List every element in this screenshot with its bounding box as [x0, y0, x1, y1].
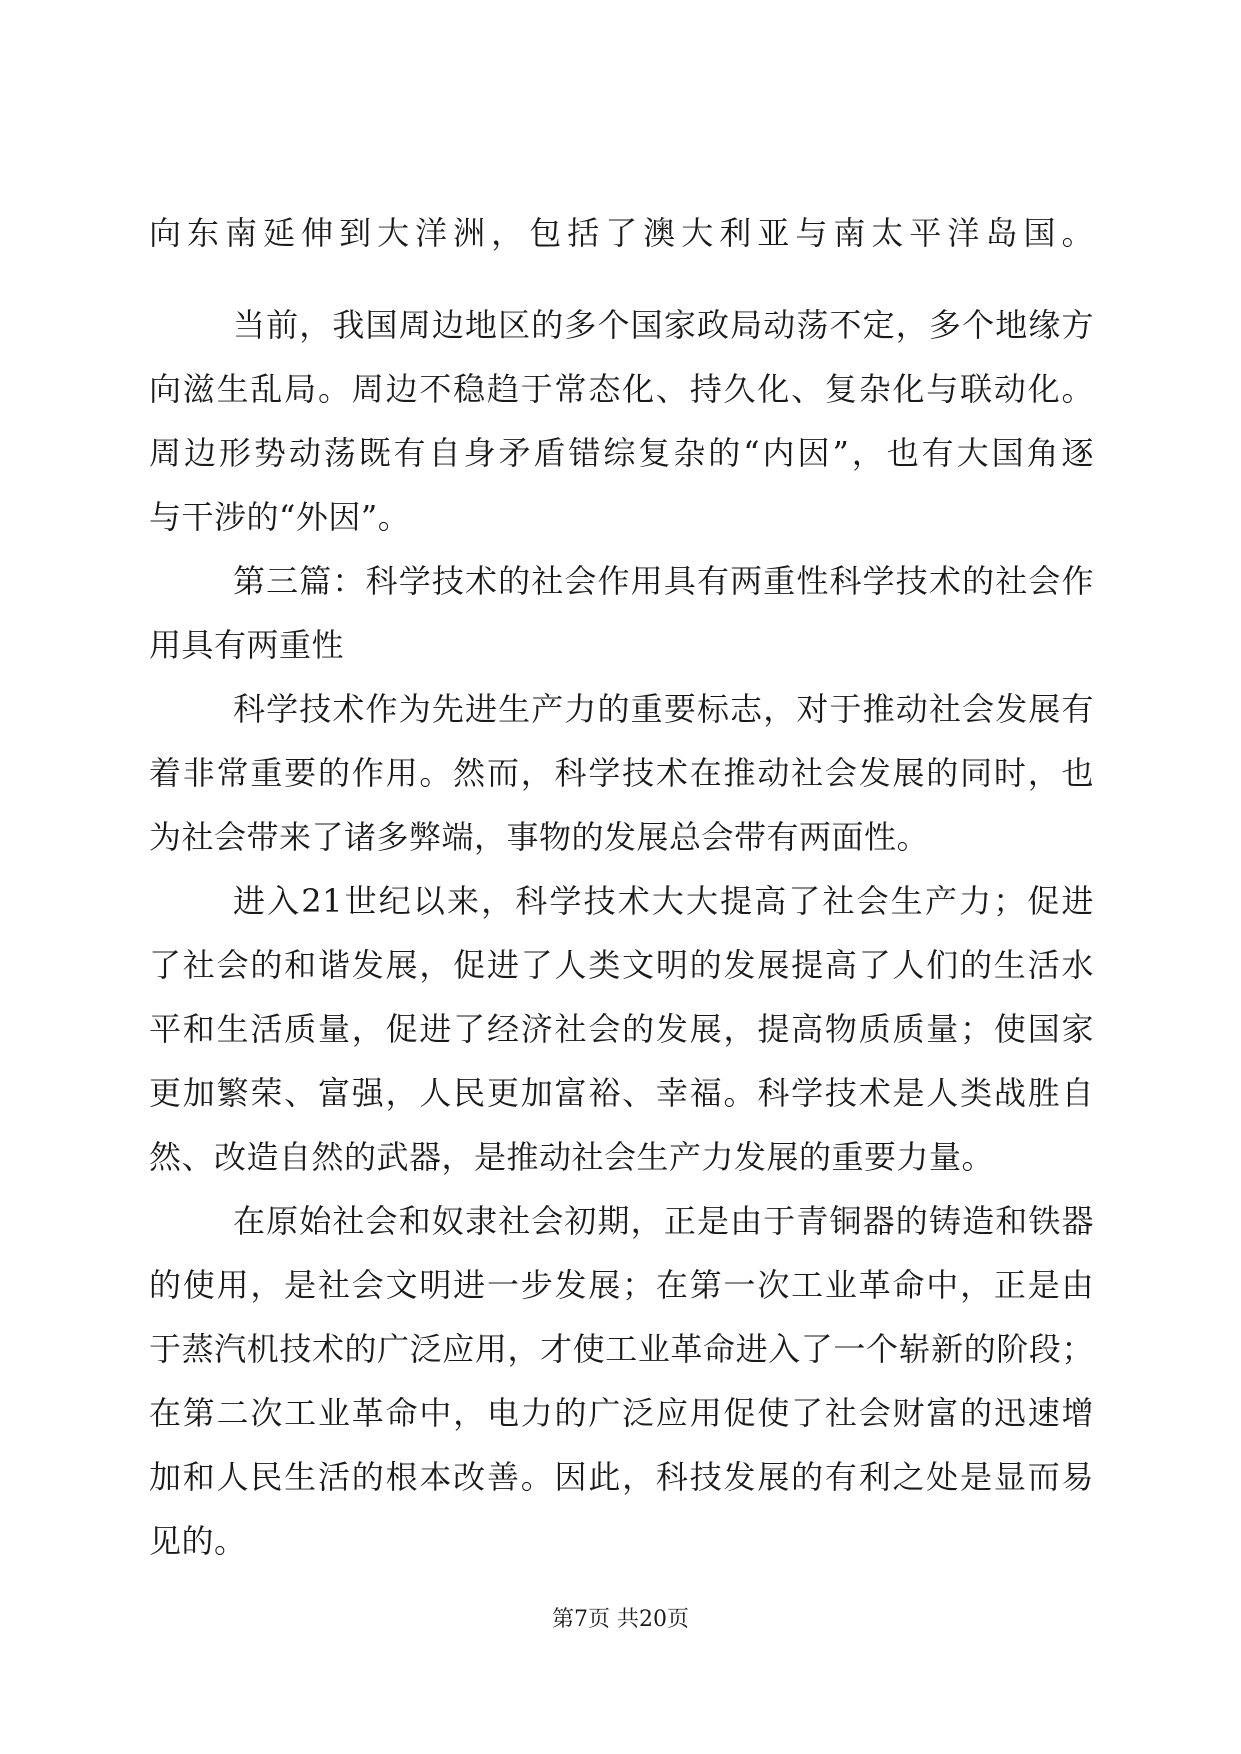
- section-heading: 用具有两重性: [149, 626, 345, 664]
- text-line: 与干涉的“外因”。: [149, 498, 411, 536]
- text-line: 然、改造自然的武器，是推动社会生产力发展的重要力量。: [149, 1138, 995, 1176]
- text-line: 着非常重要的作用。然而，科学技术在推动社会发展的同时，也: [149, 754, 1094, 792]
- text-line: 平和生活质量，促进了经济社会的发展，提高物质质量；使国家: [149, 1010, 1094, 1048]
- text-line: 向东南延伸到大洋洲，包括了澳大利亚与南太平洋岛国。: [149, 214, 1094, 252]
- text-line: 的使用，是社会文明进一步发展；在第一次工业革命中，正是由: [149, 1266, 1094, 1304]
- text-line: 了社会的和谐发展，促进了人类文明的发展提高了人们的生活水: [149, 946, 1094, 984]
- text-line: 在原始社会和奴隶社会初期，正是由于青铜器的铸造和铁器: [233, 1202, 1094, 1240]
- text-line: 为社会带来了诸多弊端，事物的发展总会带有两面性。: [149, 818, 930, 856]
- text-line: 当前，我国周边地区的多个国家政局动荡不定，多个地缘方: [233, 306, 1094, 344]
- text-line: 于蒸汽机技术的广泛应用，才使工业革命进入了一个崭新的阶段；: [149, 1330, 1094, 1368]
- text-line: 向滋生乱局。周边不稳趋于常态化、持久化、复杂化与联动化。: [149, 370, 1094, 408]
- text-line: 加和人民生活的根本改善。因此，科技发展的有利之处是显而易: [149, 1458, 1094, 1496]
- text-line: 见的。: [149, 1522, 247, 1560]
- text-line: 科学技术作为先进生产力的重要标志，对于推动社会发展有: [233, 690, 1094, 728]
- text-line: 在第二次工业革命中，电力的广泛应用促使了社会财富的迅速增: [149, 1394, 1094, 1432]
- text-line: 进入21世纪以来，科学技术大大提高了社会生产力；促进: [233, 882, 1094, 920]
- text-line: 更加繁荣、富强，人民更加富裕、幸福。科学技术是人类战胜自: [149, 1074, 1094, 1112]
- section-heading: 第三篇：科学技术的社会作用具有两重性科学技术的社会作: [233, 562, 1094, 600]
- text-line: 周边形势动荡既有自身矛盾错综复杂的“内因”，也有大国角逐: [149, 434, 1094, 472]
- page-number-footer: 第7页 共20页: [552, 1607, 689, 1632]
